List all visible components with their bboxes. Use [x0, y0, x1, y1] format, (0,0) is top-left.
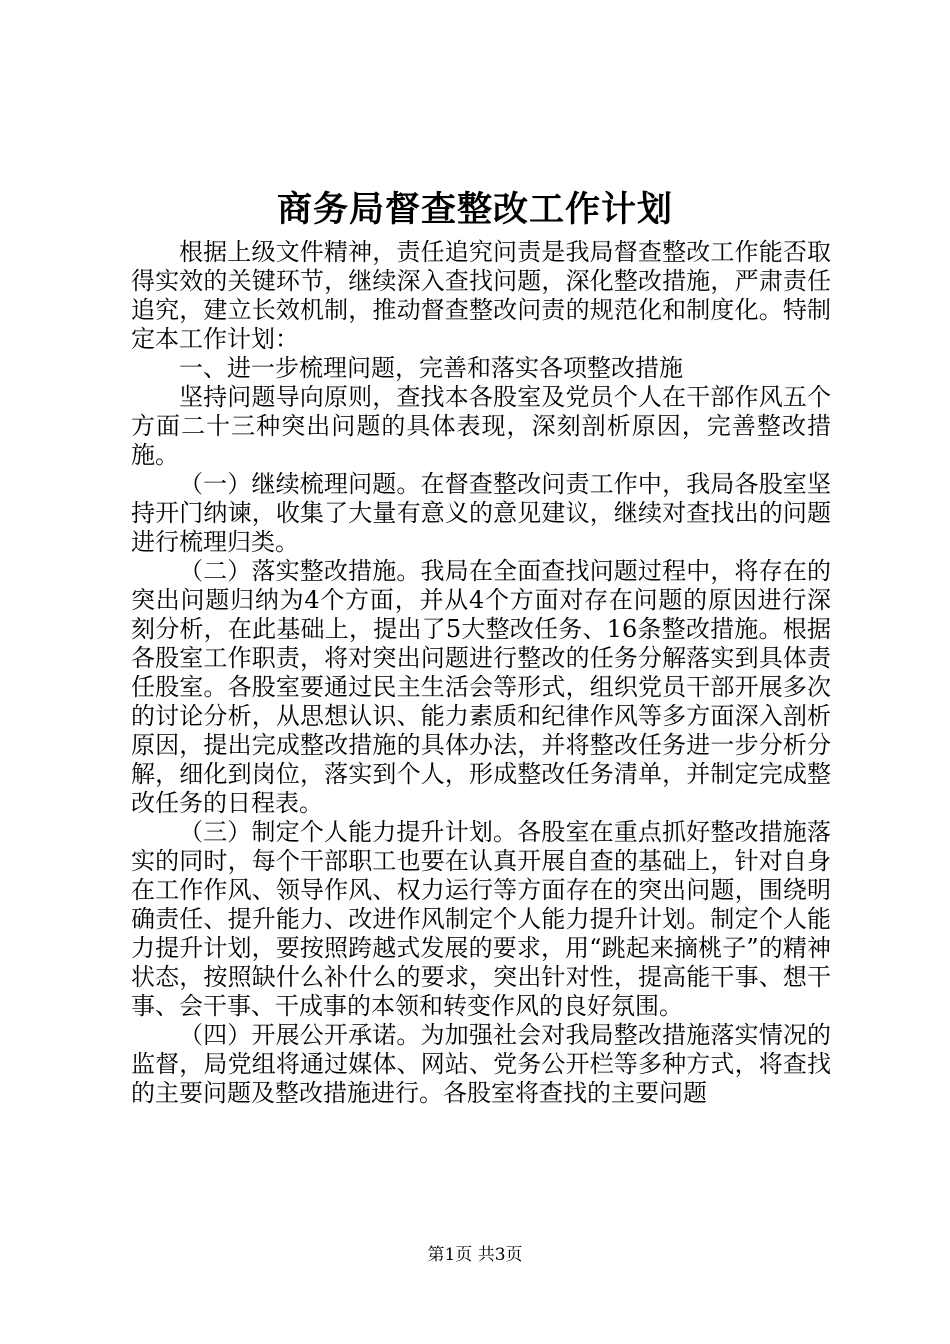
paragraph-item-2: （二）落实整改措施。我局在全面查找问题过程中，将存在的突出问题归纳为4个方面，并从4个方面对存在问题的原因进行深刻分析，在此基础上，提出了5大整改任务、16条整改措施。根据各股室工作职责，将对突出问题进行整改的任务分解落实到具体责任股室。各股室要通过民主生活会等形式，组织党员干部开展多次的讨论分析，从思想认识、能力素质和纪律作风等多方面深入剖析原因，提出完成整改措施的具体办法，并将整改任务进一步分析分解，细化到岗位，落实到个人，形成整改任务清单，并制定完成整改任务的日程表。	[131, 557, 831, 817]
paragraph-intro: 根据上级文件精神，责任追究问责是我局督查整改工作能否取得实效的关键环节，继续深入查找问题，深化整改措施，严肃责任追究，建立长效机制，推动督查整改问责的规范化和制度化。特制定本工作计划：	[131, 238, 831, 353]
document-body	[131, 238, 831, 1108]
paragraph-item-4: （四）开展公开承诺。为加强社会对我局整改措施落实情况的监督，局党组将通过媒体、网站、党务公开栏等多种方式，将查找的主要问题及整改措施进行。各股室将查找的主要问题	[131, 1021, 831, 1107]
paragraph-item-1: （一）继续梳理问题。在督查整改问责工作中，我局各股室坚持开门纳谏，收集了大量有意义的意见建议，继续对查找出的问题进行梳理归类。	[131, 470, 831, 556]
page-number-footer: 第1页 共3页	[427, 1245, 523, 1265]
paragraph-principle: 坚持问题导向原则，查找本各股室及党员个人在干部作风五个方面二十三种突出问题的具体表现，深刻剖析原因，完善整改措施。	[131, 383, 831, 469]
section-heading-1: 一、进一步梳理问题，完善和落实各项整改措施	[179, 354, 683, 382]
paragraph-item-3: （三）制定个人能力提升计划。各股室在重点抓好整改措施落实的同时，每个干部职工也要在认真开展自查的基础上，针对自身在工作作风、领导作风、权力运行等方面存在的突出问题，围绕明确责任、提升能力、改进作风制定个人能力提升计划。制定个人能力提升计划，要按照跨越式发展的要求，用“跳起来摘桃子”的精神状态，按照缺什么补什么的要求，突出针对性，提高能干事、想干事、会干事、干成事的本领和转变作风的良好氛围。	[131, 818, 831, 1020]
document-title: 商务局督查整改工作计划	[276, 189, 673, 230]
